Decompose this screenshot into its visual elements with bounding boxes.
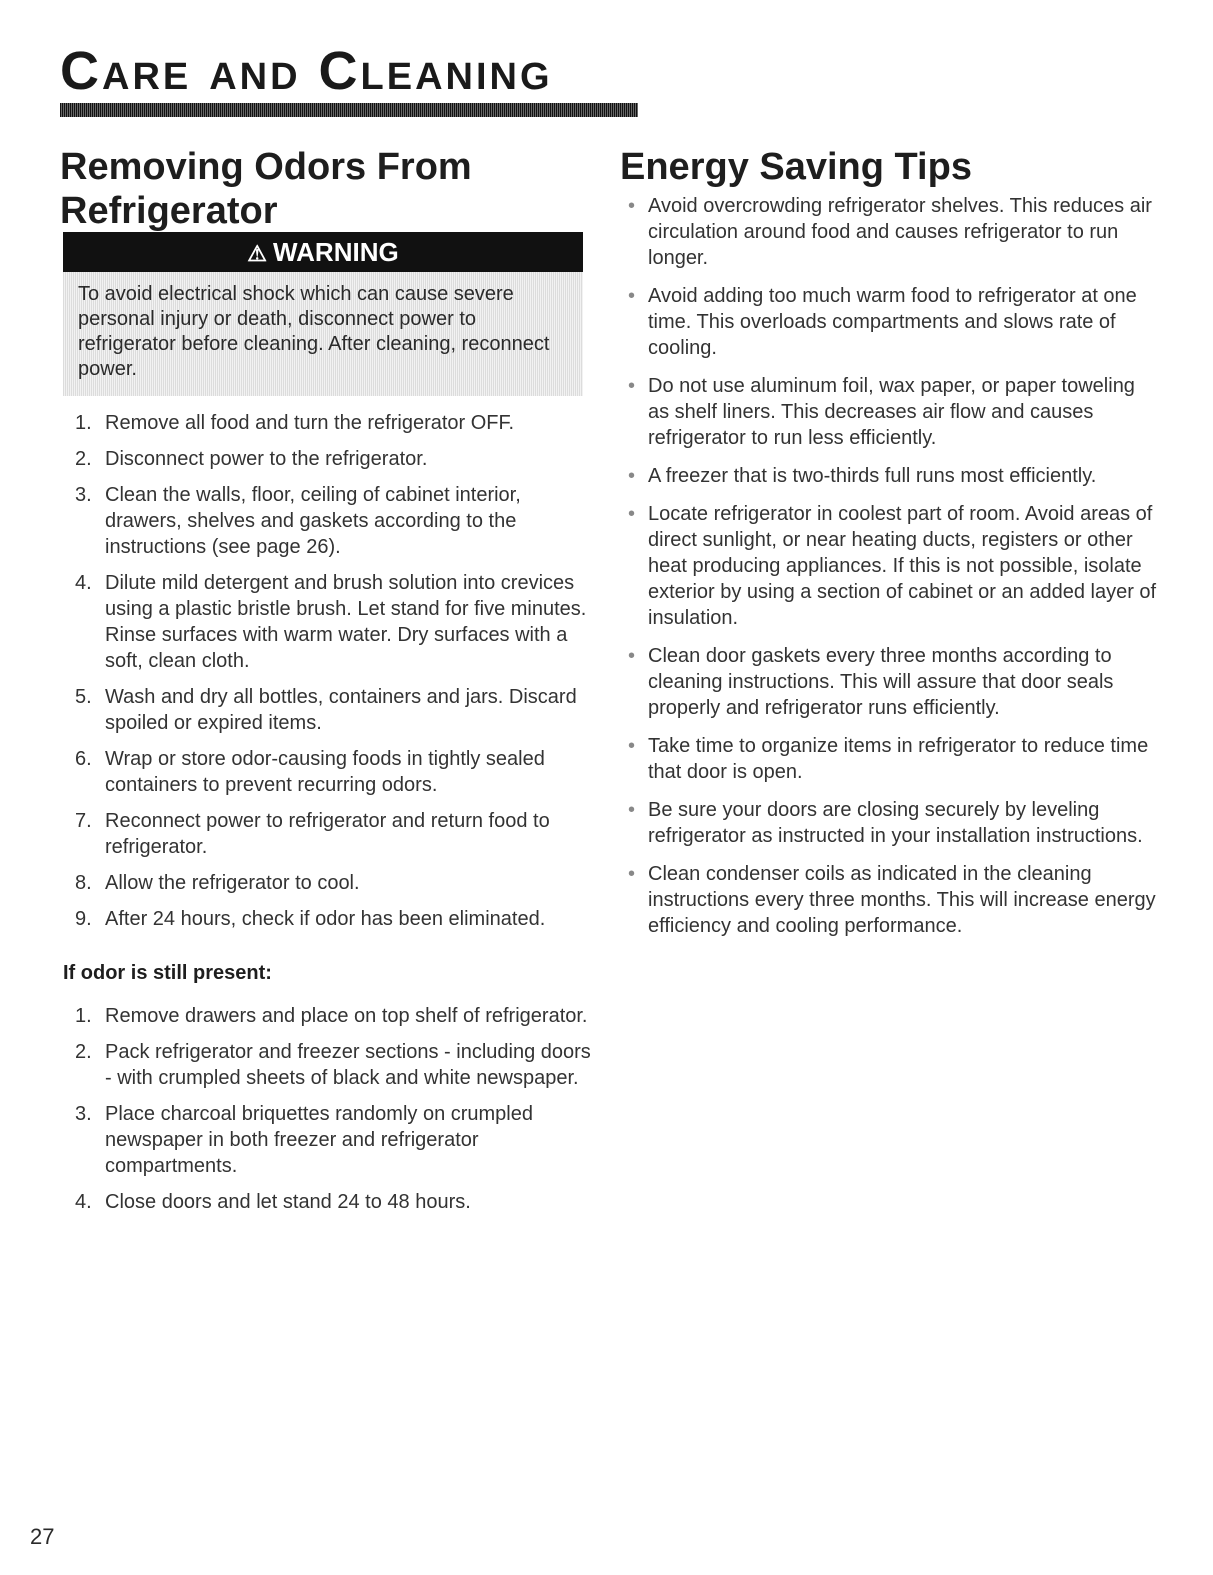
list-item: 1. Remove drawers and place on top shelf of refrigerator.	[75, 1005, 588, 1027]
energy-tips-list	[628, 193, 1158, 951]
list-item: 4. Dilute mild detergent and brush solution into crevices using a plastic bristle brush. Let stand for five minutes. Rinse surfaces with warm water. Dry surfaces with a soft, clean cloth.	[75, 572, 587, 672]
energy-tips-heading: Energy Saving Tips	[620, 146, 972, 188]
odor-extra-steps-list	[75, 1003, 595, 1225]
list-item: • Locate refrigerator in coolest part of room. Avoid areas of direct sunlight, or near heating ducts, registers or other heat producing appliances. If this is not possible, isolate exterior by using a section of cabinet or an added layer of insulation.	[628, 503, 1157, 629]
list-item: 1. Remove all food and turn the refrigerator OFF.	[75, 412, 515, 434]
odor-steps-list	[75, 410, 595, 942]
title-rule	[60, 103, 638, 117]
list-item: • Take time to organize items in refrigerator to reduce time that door is open.	[628, 735, 1149, 783]
warning-triangle-icon: ⚠	[247, 241, 268, 266]
list-item: • Do not use aluminum foil, wax paper, or paper toweling as shelf liners. This decreases air flow and causes refrigerator to run less efficiently.	[628, 375, 1135, 449]
list-item: • Clean condenser coils as indicated in the cleaning instructions every three months. This will increase energy efficiency and cooling performance.	[628, 863, 1156, 937]
list-item: 4. Close doors and let stand 24 to 48 hours.	[75, 1191, 471, 1213]
odor-still-present-subheading: If odor is still present:	[63, 962, 272, 984]
list-item: 2. Pack refrigerator and freezer sections - including doors - with crumpled sheets of black and white newspaper.	[75, 1041, 591, 1089]
odors-heading: Removing Odors From Refrigerator	[60, 146, 472, 232]
list-item: • A freezer that is two-thirds full runs most efficiently.	[628, 465, 1097, 487]
list-item: • Avoid adding too much warm food to refrigerator at one time. This overloads compartments and slows rate of cooling.	[628, 285, 1137, 359]
list-item: 2. Disconnect power to the refrigerator.	[75, 448, 428, 470]
warning-label: WARNING	[273, 237, 399, 267]
list-item: 7. Reconnect power to refrigerator and return food to refrigerator.	[75, 810, 550, 858]
list-item: • Be sure your doors are closing securely by leveling refrigerator as instructed in your installation instructions.	[628, 799, 1143, 847]
list-item: • Clean door gaskets every three months according to cleaning instructions. This will assure that door seals properly and refrigerator runs efficiently.	[628, 645, 1114, 719]
list-item: • Avoid overcrowding refrigerator shelves. This reduces air circulation around food and causes refrigerator to run longer.	[628, 195, 1152, 269]
list-item: 3. Place charcoal briquettes randomly on crumpled newspaper in both freezer and refrigerator compartments.	[75, 1103, 533, 1177]
list-item: 6. Wrap or store odor-causing foods in tightly sealed containers to prevent recurring odors.	[75, 748, 545, 796]
warning-header	[63, 232, 583, 272]
list-item: 9. After 24 hours, check if odor has been eliminated.	[75, 908, 546, 930]
list-item: 8. Allow the refrigerator to cool.	[75, 872, 360, 894]
page-number: 27	[30, 1524, 55, 1549]
page-title: Care and Cleaning	[60, 41, 553, 101]
warning-text: To avoid electrical shock which can cause severe personal injury or death, disconnect power to refrigerator before cleaning. After cleaning, reconnect power.	[63, 272, 583, 396]
list-item: 3. Clean the walls, floor, ceiling of cabinet interior, drawers, shelves and gaskets according to the instructions (see page 26).	[75, 484, 521, 558]
warning-box	[63, 232, 583, 396]
list-item: 5. Wash and dry all bottles, containers and jars. Discard spoiled or expired items.	[75, 686, 577, 734]
